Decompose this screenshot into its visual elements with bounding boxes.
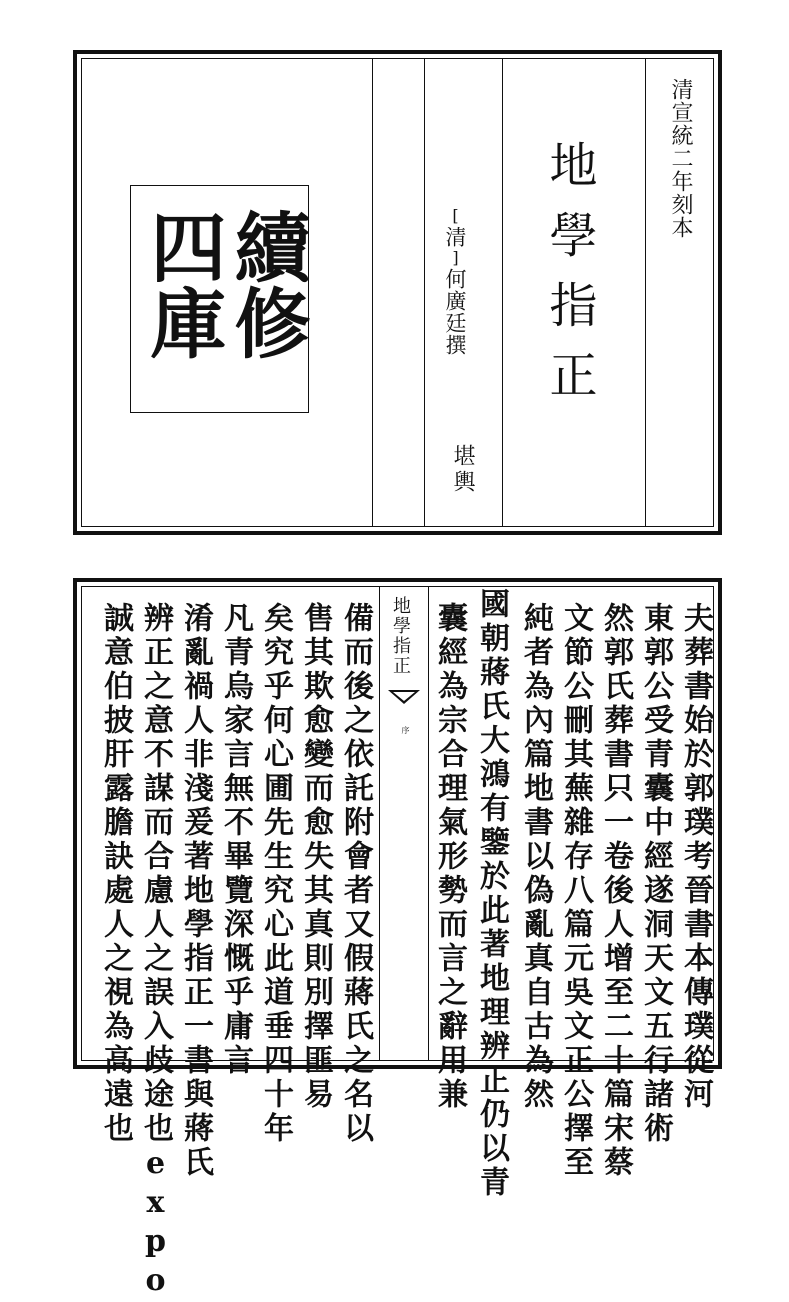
- edition-label: 清宣統二年刻本: [668, 78, 693, 239]
- text-column-7: 囊經為宗合理氣形勢而言之辭用兼: [432, 602, 467, 1112]
- text-column-9: 售其欺愈變而愈失其真則別擇匪易: [298, 602, 333, 1112]
- text-column-4: 文節公刪其蕪雜存八篇元吳文正公擇至: [558, 602, 593, 1180]
- text-column-10: 矣究乎何心圃先生究心此道垂四十年: [258, 602, 293, 1146]
- collection-seal: [130, 185, 309, 413]
- cover-divider-2: [424, 58, 425, 527]
- cover-divider-4: [645, 58, 646, 527]
- author-name: 何廣廷撰: [443, 268, 467, 356]
- gutter-section-label: 序: [401, 726, 410, 734]
- category-label: 堪輿: [450, 444, 475, 496]
- page-gutter: [379, 586, 429, 1061]
- text-column-5: 純者為內篇地書以偽亂真自古為然: [518, 602, 553, 1112]
- fishtail-mark-inner: [393, 692, 415, 701]
- text-column-2: 東郭公受青囊中經遂洞天文五行諸術: [638, 602, 673, 1146]
- text-column-3: 然郭氏葬書只一卷後人增至二十篇宋蔡: [598, 602, 633, 1180]
- text-column-14: 誠意伯披肝露膽訣處人之視為高遠也: [98, 602, 133, 1146]
- text-column-6: 國朝蔣氏大鴻有鑒於此著地理辨正仍以青: [474, 588, 509, 1200]
- author-dynasty: 清: [443, 226, 467, 248]
- cover-panel: [73, 50, 722, 535]
- author-line: [清]何廣廷撰: [443, 206, 467, 356]
- cover-divider-1: [372, 58, 373, 527]
- book-title: 地學指正: [541, 140, 597, 420]
- seal-column-left: 四庫: [138, 208, 227, 360]
- text-column-13: 辨正之意不謀而合慮人之誤入歧途也expo: [138, 602, 173, 1302]
- text-column-12: 淆亂禍人非淺爰著地學指正一書與蔣氏: [178, 602, 213, 1180]
- cover-divider-3: [502, 58, 503, 527]
- preface-panel: [73, 578, 722, 1302]
- text-column-8: 備而後之依託附會者又假蔣氏之名以: [338, 602, 373, 1146]
- gutter-book-title: 地學指正: [390, 596, 411, 676]
- text-column-1: 夫葬書始於郭璞考晉書本傳璞從河: [678, 602, 713, 1112]
- text-column-11: 凡青烏家言無不畢覽深慨乎庸言: [218, 602, 253, 1078]
- seal-column-right: 續修: [222, 208, 311, 360]
